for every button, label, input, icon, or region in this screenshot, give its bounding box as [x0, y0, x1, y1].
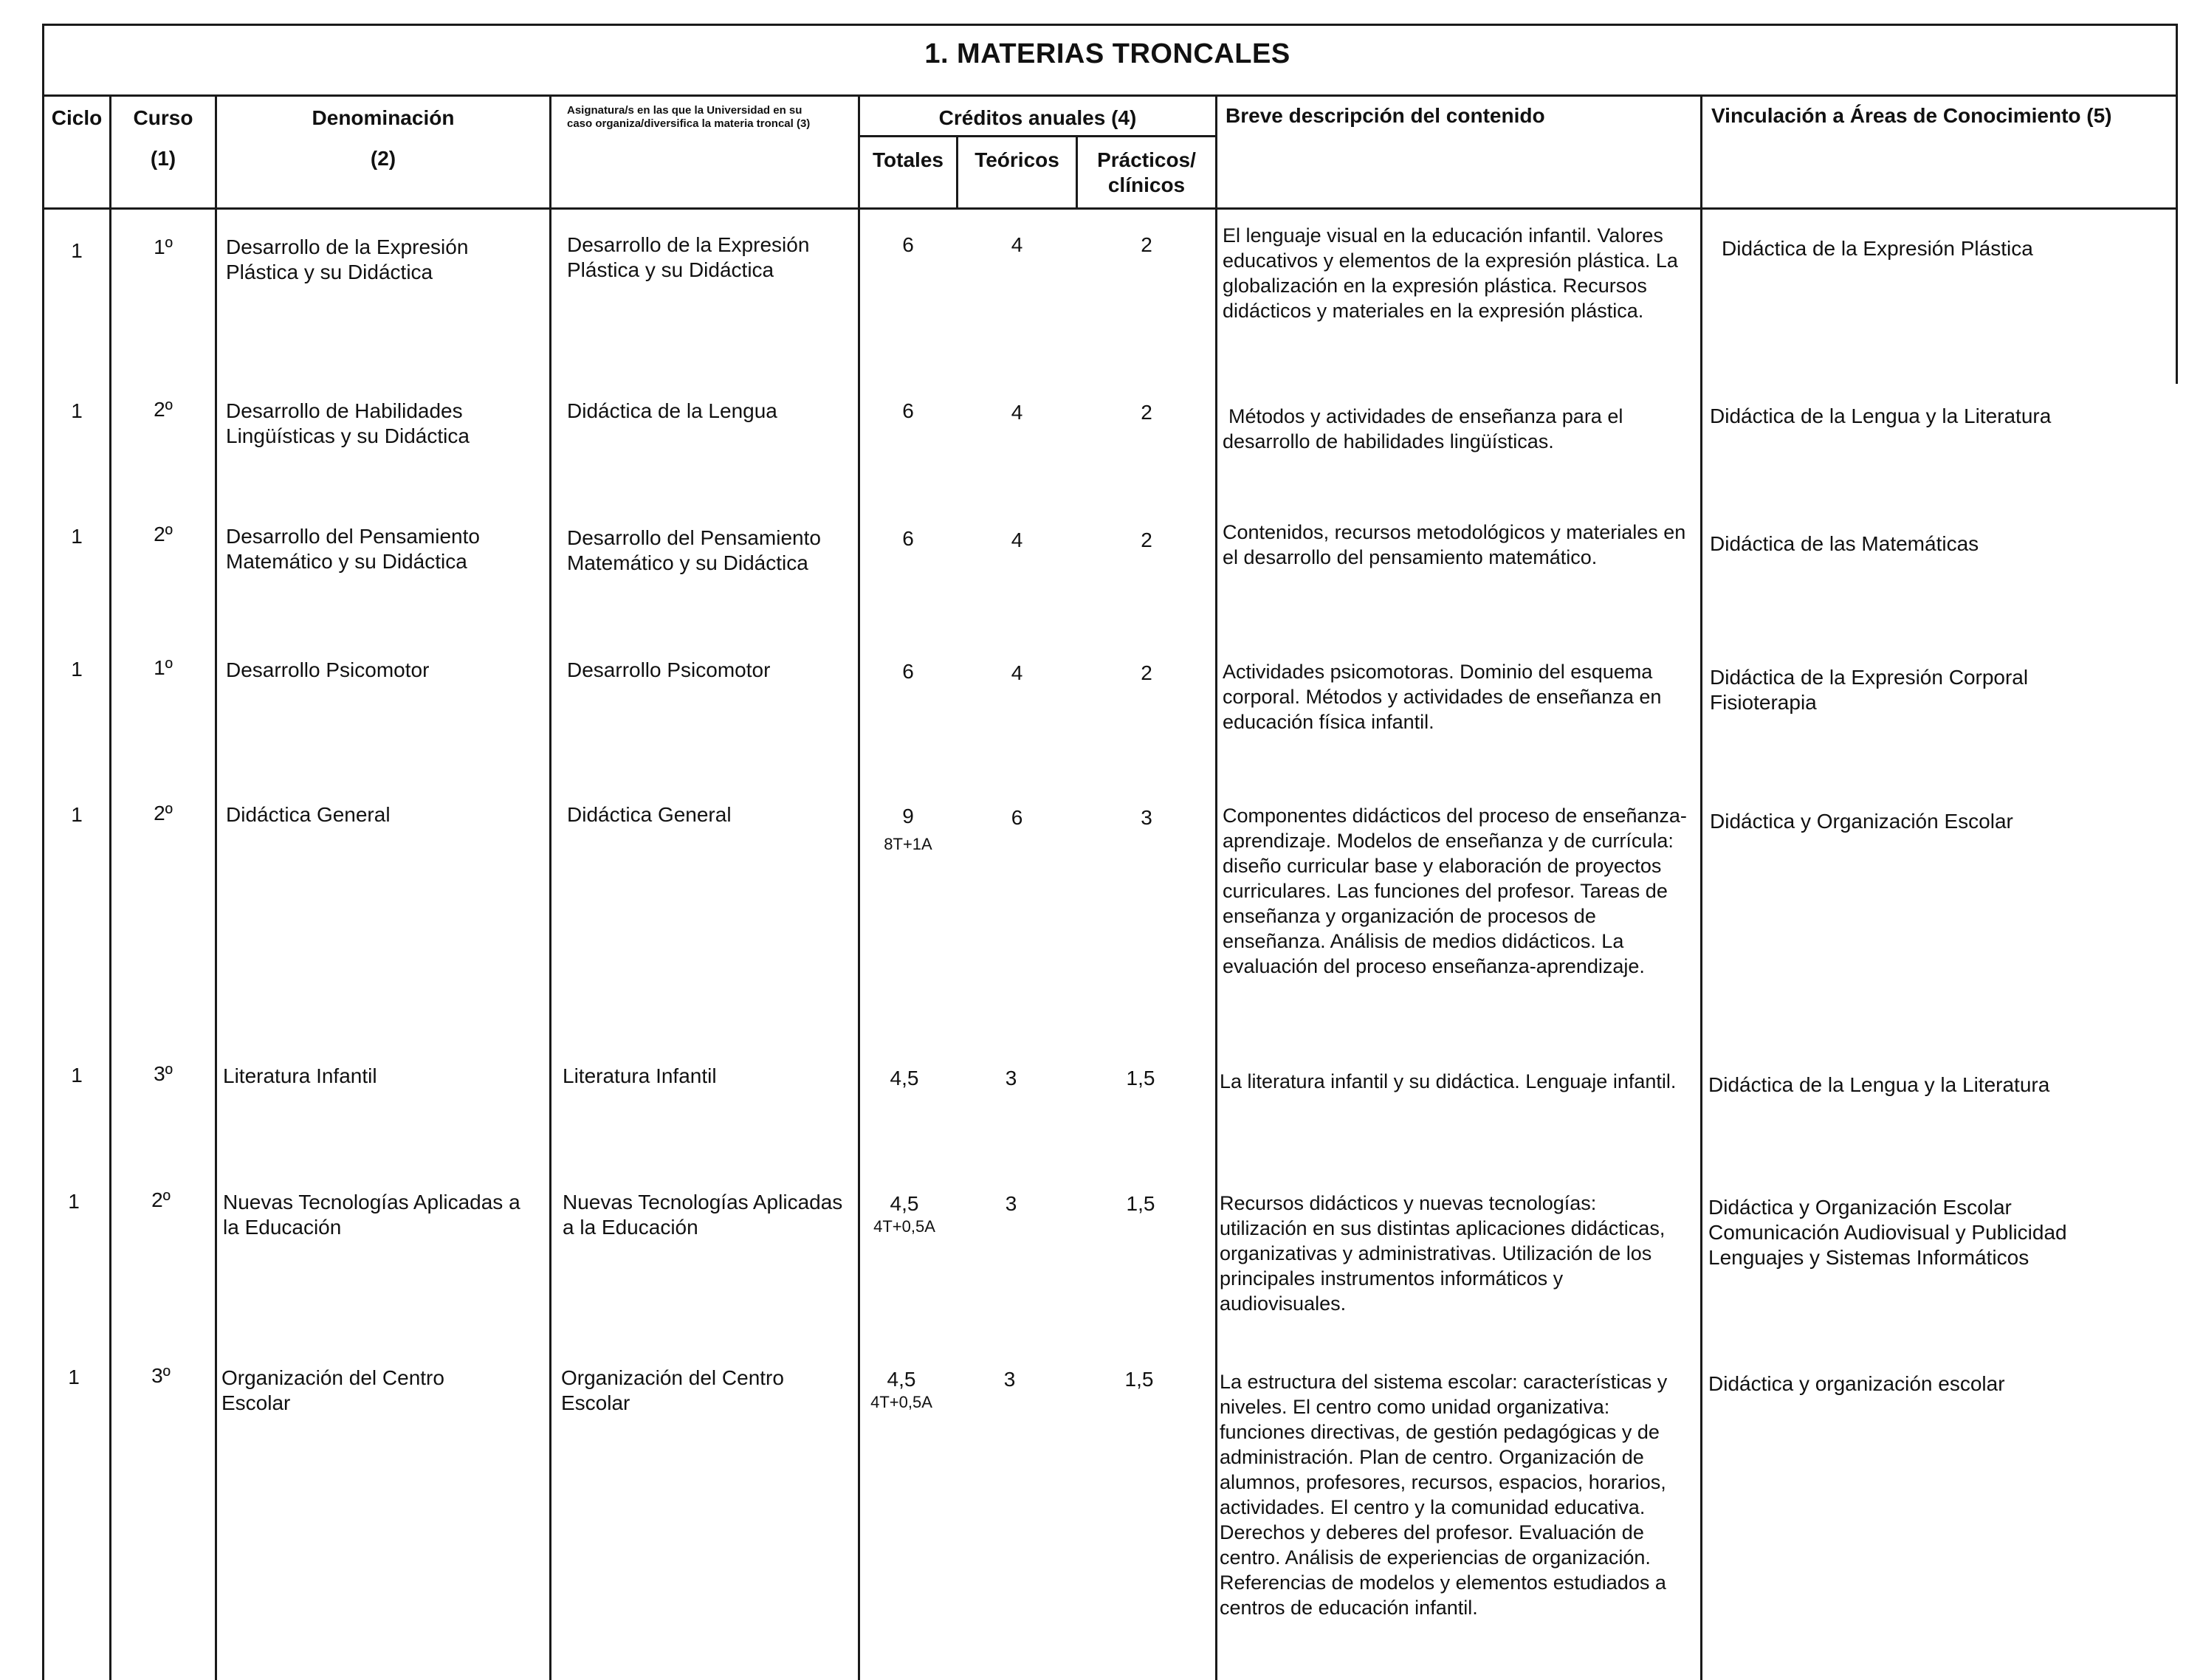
- creditos-subheader-divider: [858, 135, 1217, 137]
- row-6-vinculacion: Didáctica de la Lengua y la Literatura: [1708, 1073, 2050, 1096]
- col-divider-vinculacion: [1700, 94, 1702, 1680]
- row-4-denominacion: Desarrollo Psicomotor: [226, 658, 430, 681]
- row-1-asignatura: Desarrollo de la Expresión Plástica y su Didáctica: [567, 233, 810, 281]
- row-5-denominacion: Didáctica General: [226, 803, 391, 826]
- row-7-totales-note: 4T+0,5A: [873, 1217, 935, 1236]
- row-3-totales: 6: [902, 527, 914, 550]
- row-5-asignatura: Didáctica General: [567, 803, 732, 826]
- row-5-vinculacion: Didáctica y Organización Escolar: [1710, 810, 2013, 833]
- col-divider-denominacion: [215, 94, 217, 1680]
- row-6-practicos: 1,5: [1126, 1067, 1155, 1089]
- row-5-totales-note: 8T+1A: [884, 835, 932, 853]
- row-6-ciclo: 1: [71, 1064, 83, 1087]
- row-3-asignatura: Desarrollo del Pensamiento Matemático y su Didáctica: [567, 526, 821, 574]
- row-1-vinculacion: Didáctica de la Expresión Plástica: [1722, 237, 2033, 260]
- table-border-right: [2176, 24, 2178, 384]
- row-8-descripcion: La estructura del sistema escolar: características y niveles. El centro como unidad organizativa: funciones directivas, de gestión pedagógicas y de administración. Plan de centro. Organización de alumnos, profesores, recursos, espacios, horarios, actividades. El centro y la comunidad educativa. Derechos y deberes del profesor. Evaluación de centro. Análisis de experiencias de organización. Referencias de modelos y elementos estudiados a centros de educación infantil.: [1220, 1371, 1668, 1619]
- row-4-totales: 6: [902, 660, 914, 683]
- row-7-totales: 4,5: [890, 1192, 919, 1215]
- row-5-descripcion: Componentes didácticos del proceso de enseñanza-aprendizaje. Modelos de enseñanza y de currícula: diseño curricular base y elaboración de proyectos curriculares. Las funciones del profesor. Tareas de enseñanza y organización de procesos de enseñanza. Análisis de medios didácticos. La evaluación del proceso enseñanza-aprendizaje.: [1223, 805, 1687, 977]
- header-totales: Totales: [873, 148, 944, 171]
- header-practicos: Prácticos/ clínicos: [1097, 148, 1196, 196]
- row-5-curso: 2º: [154, 802, 173, 824]
- header-creditos: Créditos anuales (4): [938, 106, 1137, 129]
- row-6-curso: 3º: [154, 1062, 173, 1085]
- row-8-teoricos: 3: [1003, 1368, 1016, 1391]
- row-2-practicos: 2: [1141, 401, 1152, 424]
- header-bottom-divider: [42, 207, 2178, 210]
- row-8-totales-note: 4T+0,5A: [870, 1393, 932, 1411]
- row-1-curso: 1º: [154, 235, 173, 258]
- row-7-curso: 2º: [151, 1188, 171, 1211]
- row-7-practicos: 1,5: [1126, 1192, 1155, 1215]
- row-4-teoricos: 4: [1011, 661, 1023, 684]
- row-4-asignatura: Desarrollo Psicomotor: [567, 658, 771, 681]
- row-6-descripcion: La literatura infantil y su didáctica. Lenguaje infantil.: [1220, 1070, 1677, 1092]
- row-2-denominacion: Desarrollo de Habilidades Lingüísticas y su Didáctica: [226, 399, 470, 447]
- row-2-curso: 2º: [154, 398, 173, 421]
- row-8-denominacion: Organización del Centro Escolar: [221, 1366, 444, 1414]
- row-5-teoricos: 6: [1011, 806, 1023, 829]
- row-2-ciclo: 1: [71, 399, 83, 422]
- table-border-top: [42, 24, 2178, 26]
- row-8-ciclo: 1: [68, 1366, 80, 1388]
- row-6-asignatura: Literatura Infantil: [563, 1064, 717, 1087]
- row-3-vinculacion: Didáctica de las Matemáticas: [1710, 532, 1979, 555]
- row-3-ciclo: 1: [71, 525, 83, 548]
- row-2-vinculacion: Didáctica de la Lengua y la Literatura: [1710, 404, 2052, 427]
- row-4-vinculacion: Didáctica de la Expresión Corporal Fisioterapia: [1710, 666, 2029, 714]
- row-8-curso: 3º: [151, 1364, 171, 1387]
- row-2-teoricos: 4: [1011, 401, 1023, 424]
- header-denominacion-note: (2): [370, 147, 396, 170]
- row-6-denominacion: Literatura Infantil: [223, 1064, 377, 1087]
- table-border-left: [42, 24, 44, 1680]
- row-4-curso: 1º: [154, 656, 173, 679]
- row-7-asignatura: Nuevas Tecnologías Aplicadas a la Educación: [563, 1191, 843, 1239]
- row-2-totales: 6: [902, 399, 914, 422]
- row-4-practicos: 2: [1141, 661, 1152, 684]
- row-8-practicos: 1,5: [1124, 1368, 1154, 1391]
- row-7-ciclo: 1: [68, 1190, 80, 1213]
- header-teoricos: Teóricos: [975, 148, 1059, 171]
- row-8-asignatura: Organización del Centro Escolar: [561, 1366, 784, 1414]
- row-1-teoricos: 4: [1011, 233, 1023, 256]
- row-2-descripcion: Métodos y actividades de enseñanza para el desarrollo de habilidades lingüísticas.: [1223, 405, 1623, 452]
- header-vinculacion: Vinculación a Áreas de Conocimiento (5): [1711, 104, 2112, 127]
- header-ciclo: Ciclo: [51, 106, 103, 129]
- col-divider-descripcion: [1215, 94, 1217, 1680]
- row-5-practicos: 3: [1141, 806, 1152, 829]
- col-divider-creditos: [858, 94, 860, 1680]
- row-7-teoricos: 3: [1005, 1192, 1017, 1215]
- row-1-descripcion: El lenguaje visual en la educación infantil. Valores educativos y elementos de la expresión plástica. La globalización en la expresión plástica. Recursos didácticos y materiales en la expresión plástica.: [1223, 224, 1678, 322]
- row-1-totales: 6: [902, 233, 914, 256]
- col-divider-asignatura: [549, 94, 551, 1680]
- header-denominacion: Denominación: [312, 106, 455, 129]
- header-descripcion: Breve descripción del contenido: [1226, 104, 1545, 127]
- row-3-curso: 2º: [154, 523, 173, 545]
- row-4-ciclo: 1: [71, 658, 83, 681]
- row-6-teoricos: 3: [1005, 1067, 1017, 1089]
- row-5-totales: 9: [902, 805, 914, 827]
- table-title: 1. MATERIAS TRONCALES: [924, 38, 1290, 69]
- col-divider-curso: [109, 94, 111, 1680]
- row-7-denominacion: Nuevas Tecnologías Aplicadas a la Educación: [223, 1191, 520, 1239]
- row-3-descripcion: Contenidos, recursos metodológicos y materiales en el desarrollo del pensamiento matemático.: [1223, 521, 1686, 568]
- header-curso-note: (1): [150, 147, 176, 170]
- row-3-teoricos: 4: [1011, 529, 1023, 551]
- header-curso: Curso: [133, 106, 193, 129]
- row-1-practicos: 2: [1141, 233, 1152, 256]
- row-3-practicos: 2: [1141, 529, 1152, 551]
- row-2-asignatura: Didáctica de la Lengua: [567, 399, 777, 422]
- title-divider: [42, 94, 2178, 97]
- row-8-vinculacion: Didáctica y organización escolar: [1708, 1372, 2005, 1395]
- row-4-descripcion: Actividades psicomotoras. Dominio del esquema corporal. Métodos y actividades de enseñanza en educación física infantil.: [1223, 661, 1662, 733]
- row-1-denominacion: Desarrollo de la Expresión Plástica y su Didáctica: [226, 235, 469, 283]
- row-8-totales: 4,5: [887, 1368, 916, 1391]
- row-1-ciclo: 1: [71, 239, 83, 262]
- row-6-totales: 4,5: [890, 1067, 919, 1089]
- row-5-ciclo: 1: [71, 803, 83, 826]
- header-asignatura: Asignatura/s en las que la Universidad en su caso organiza/diversifica la materia troncal (3): [567, 104, 811, 130]
- row-7-vinculacion: Didáctica y Organización Escolar Comunicación Audiovisual y Publicidad Lenguajes y Sistemas Informáticos: [1708, 1196, 2067, 1269]
- row-3-denominacion: Desarrollo del Pensamiento Matemático y su Didáctica: [226, 525, 480, 573]
- row-7-descripcion: Recursos didácticos y nuevas tecnologías: utilización en sus distintas aplicaciones didácticas, organizativas y administrativas. Utilización de los principales instrumentos informáticos y audiovisuales.: [1220, 1192, 1666, 1315]
